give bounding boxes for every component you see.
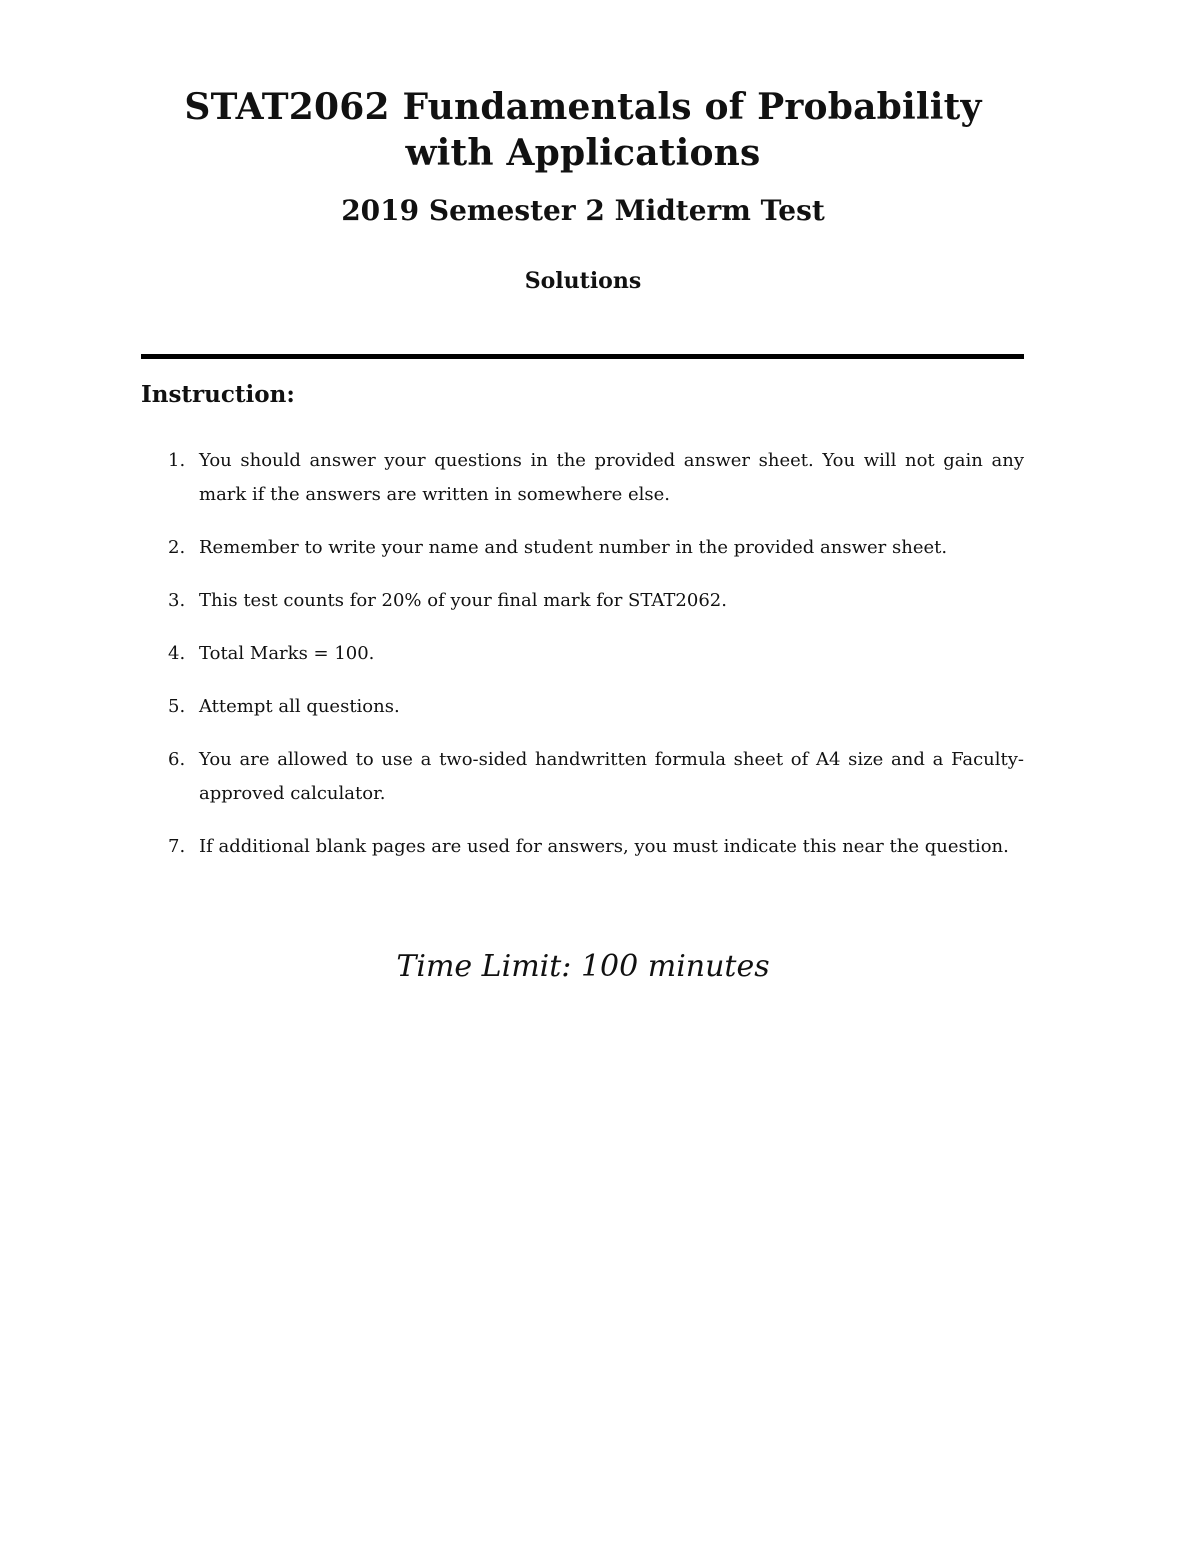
instruction-heading: Instruction:	[141, 381, 295, 408]
document-subtitle: 2019 Semester 2 Midterm Test	[341, 194, 825, 227]
instruction-item-5	[141, 690, 1024, 724]
instruction-number: 7.	[168, 836, 186, 857]
instruction-list	[141, 444, 1024, 883]
instruction-number: 3.	[168, 590, 186, 611]
instruction-text: You should answer your questions in the provided answer sheet. You will not gain any mark if the answers are written in somewhere else.	[199, 450, 1024, 505]
instruction-item-3	[141, 584, 1024, 618]
instruction-number: 1.	[168, 450, 186, 471]
time-limit: Time Limit: 100 minutes	[396, 949, 770, 984]
instruction-item-7	[141, 830, 1024, 864]
instruction-number: 5.	[168, 696, 186, 717]
instruction-number: 4.	[168, 643, 186, 664]
instruction-text: This test counts for 20% of your final mark for STAT2062.	[199, 590, 727, 611]
instruction-text: You are allowed to use a two-sided handwritten formula sheet of A4 size and a Faculty-approved calculator.	[199, 749, 1024, 804]
instruction-number: 2.	[168, 537, 186, 558]
title-line-1: STAT2062 Fundamentals of Probability	[184, 86, 982, 128]
horizontal-rule	[141, 354, 1024, 359]
instruction-text: Remember to write your name and student number in the provided answer sheet.	[199, 537, 948, 558]
title-line-2: with Applications	[405, 132, 761, 174]
document-title	[100, 84, 1066, 176]
solutions-label: Solutions	[524, 268, 642, 294]
instruction-text: Total Marks = 100.	[199, 643, 375, 664]
instruction-item-6	[141, 743, 1024, 811]
instruction-text: If additional blank pages are used for answers, you must indicate this near the question.	[199, 836, 1009, 857]
instruction-number: 6.	[168, 749, 186, 770]
instruction-item-1	[141, 444, 1024, 512]
instruction-text: Attempt all questions.	[199, 696, 400, 717]
instruction-item-2	[141, 531, 1024, 565]
instruction-item-4	[141, 637, 1024, 671]
